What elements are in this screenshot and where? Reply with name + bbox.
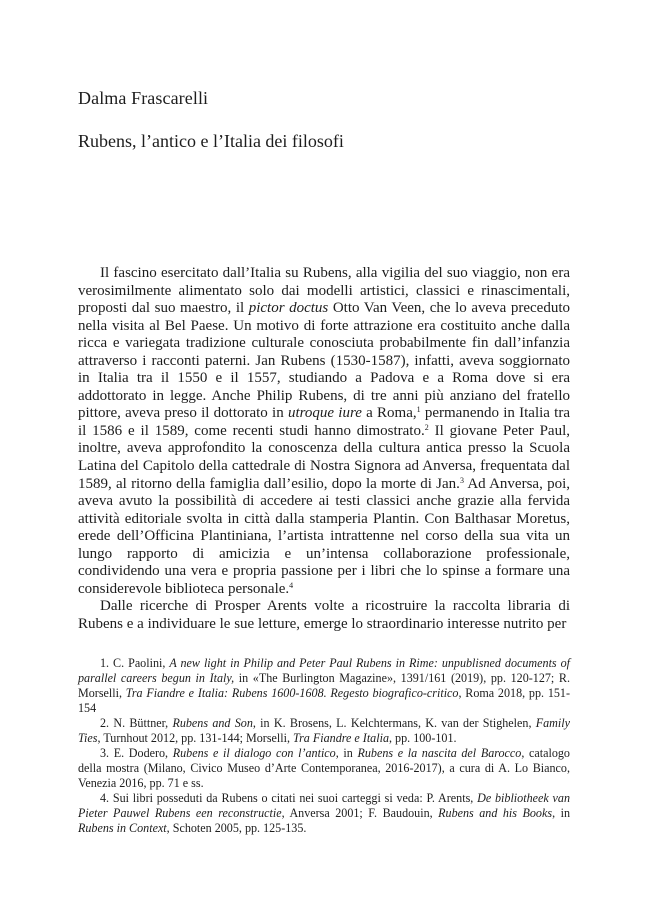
footnote-ref-1[interactable]: 1	[416, 405, 421, 415]
text-run: in «The Burlington Magazine», 1391/161 (2019), pp. 120-127; R. Morselli,	[78, 671, 570, 700]
italic-title: De bibliotheek van Pieter Pauwel Rubens een reconstructie	[78, 791, 570, 820]
italic-title: A new light in Philip and Peter Paul Rubens in Rime: unpublisned documents of parallel careers begun in Italy,	[78, 656, 571, 685]
text-run: , Turnhout 2012, pp. 131-144; Morselli,	[97, 731, 294, 745]
italic-title: Rubens and his Books	[438, 806, 553, 820]
text-run: , Schoten 2005, pp. 125-135.	[166, 821, 307, 835]
text-run: 4. Sui libri posseduti da Rubens o citati nei suoi carteggi si veda: P. Arents,	[100, 791, 478, 805]
italic-title: Tra Fiandre e Italia	[293, 731, 389, 745]
text-run: Ad Anversa, poi, aveva avuto la possibilità di accedere ai testi classici anche grazie alla fervida attività editoriale svolta in città dalla stamperia Plantin. Con Balthasar Moretus, erede dell’Officina Plantiniana, l’artista intrattenne nel corso della sua vita un lungo rapporto di amicizia e un’intensa collaborazione professionale, condividendo una vera e propria passione per i libri che lo spinse a formare una considerevole biblioteca personale.	[78, 475, 570, 597]
text-run: Il fascino esercitato dall’Italia su Rubens, alla vigilia del suo viaggio, non era verosimilmente alimentato solo dai modelli artistici, classici e rinascimentali, proposti dal suo maestro, il	[78, 265, 570, 317]
italic-term: pictor doctus	[248, 300, 329, 317]
italic-title: Rubens e la nascita del Barocco	[357, 746, 522, 760]
footnote-3	[78, 746, 570, 791]
author-name: Dalma Frascarelli	[78, 88, 209, 108]
italic-title: Tra Fiandre e Italia: Rubens 1600-1608. Regesto biografico-critico	[125, 686, 459, 700]
text-run: 3. E. Dodero,	[100, 746, 173, 760]
text-run: , Anversa 2001; F. Baudouin,	[281, 806, 439, 820]
text-run: Otto Van Veen, che lo aveva preceduto nella visita al Bel Paese. Un motivo di forte attrazione era costituito anche dalla ricca e variegata tradizione culturale conosciuta probabilmente fin dall’infanzia attraverso i racconti paterni. Jan Rubens (1530-1587), infatti, aveva soggiornato in Italia tra il 1550 e il 1557, studiando a Padova e a Roma dove si era addottorato in legge. Anche Philip Rubens, di tre anni più anziano del fratello pittore, aveva preso il dottorato in	[78, 300, 570, 422]
text-run: , pp. 100-101.	[389, 731, 457, 745]
italic-title: Rubens in Context	[78, 821, 167, 835]
chapter-title: Rubens, l’antico e l’Italia dei filosofi	[78, 131, 344, 151]
footnotes	[78, 656, 570, 836]
footnote-4	[78, 791, 570, 836]
text-run: , in	[335, 746, 358, 760]
italic-title: Rubens e il dialogo con l’antico	[172, 746, 336, 760]
italic-term: utroque iure	[287, 405, 362, 422]
main-text	[78, 265, 570, 633]
paragraph-2: Dalle ricerche di Prosper Arents volte a ricostruire la raccolta libraria di Rubens e a individuare le sue letture, emerge lo straordinario interesse nutrito per	[78, 598, 570, 632]
text-run: , catalogo della mostra (Milano, Civico Museo d’Arte Contemporanea, 2016-2017), a cura di A. Lo Bianco, Venezia 2016, pp. 71 e ss.	[78, 746, 570, 790]
text-run: Il giovane Peter Paul, inoltre, aveva approfondito la conoscenza della cultura antica presso la Scuola Latina del Capitolo della cattedrale di Nostra Signora ad Anversa, frequentata dal 1589, al ritorno della famiglia dall’esilio, dopo la morte di Jan.	[78, 422, 571, 492]
text-run: a Roma,	[361, 405, 417, 422]
text-run: , Roma 2018, pp. 151-154	[78, 686, 570, 715]
text-run: 2. N. Büttner,	[100, 716, 173, 730]
paragraph-1	[78, 265, 570, 598]
footnote-2	[78, 716, 570, 746]
text-run: 1. C. Paolini,	[100, 656, 170, 670]
italic-title: Rubens and Son	[172, 716, 253, 730]
text-run: permanendo in Italia tra il 1586 e il 1589, come recenti studi hanno dimostrato.	[78, 405, 571, 439]
text-run: , in K. Brosens, L. Kelchtermans, K. van der Stighelen,	[252, 716, 536, 730]
text-run: , in	[552, 806, 570, 820]
footnote-ref-3[interactable]: 3	[459, 475, 464, 485]
footnote-ref-4[interactable]: 4	[289, 580, 294, 590]
italic-title: Family Ties	[78, 716, 570, 745]
footnote-1	[78, 656, 570, 716]
footnote-ref-2[interactable]: 2	[424, 422, 429, 432]
